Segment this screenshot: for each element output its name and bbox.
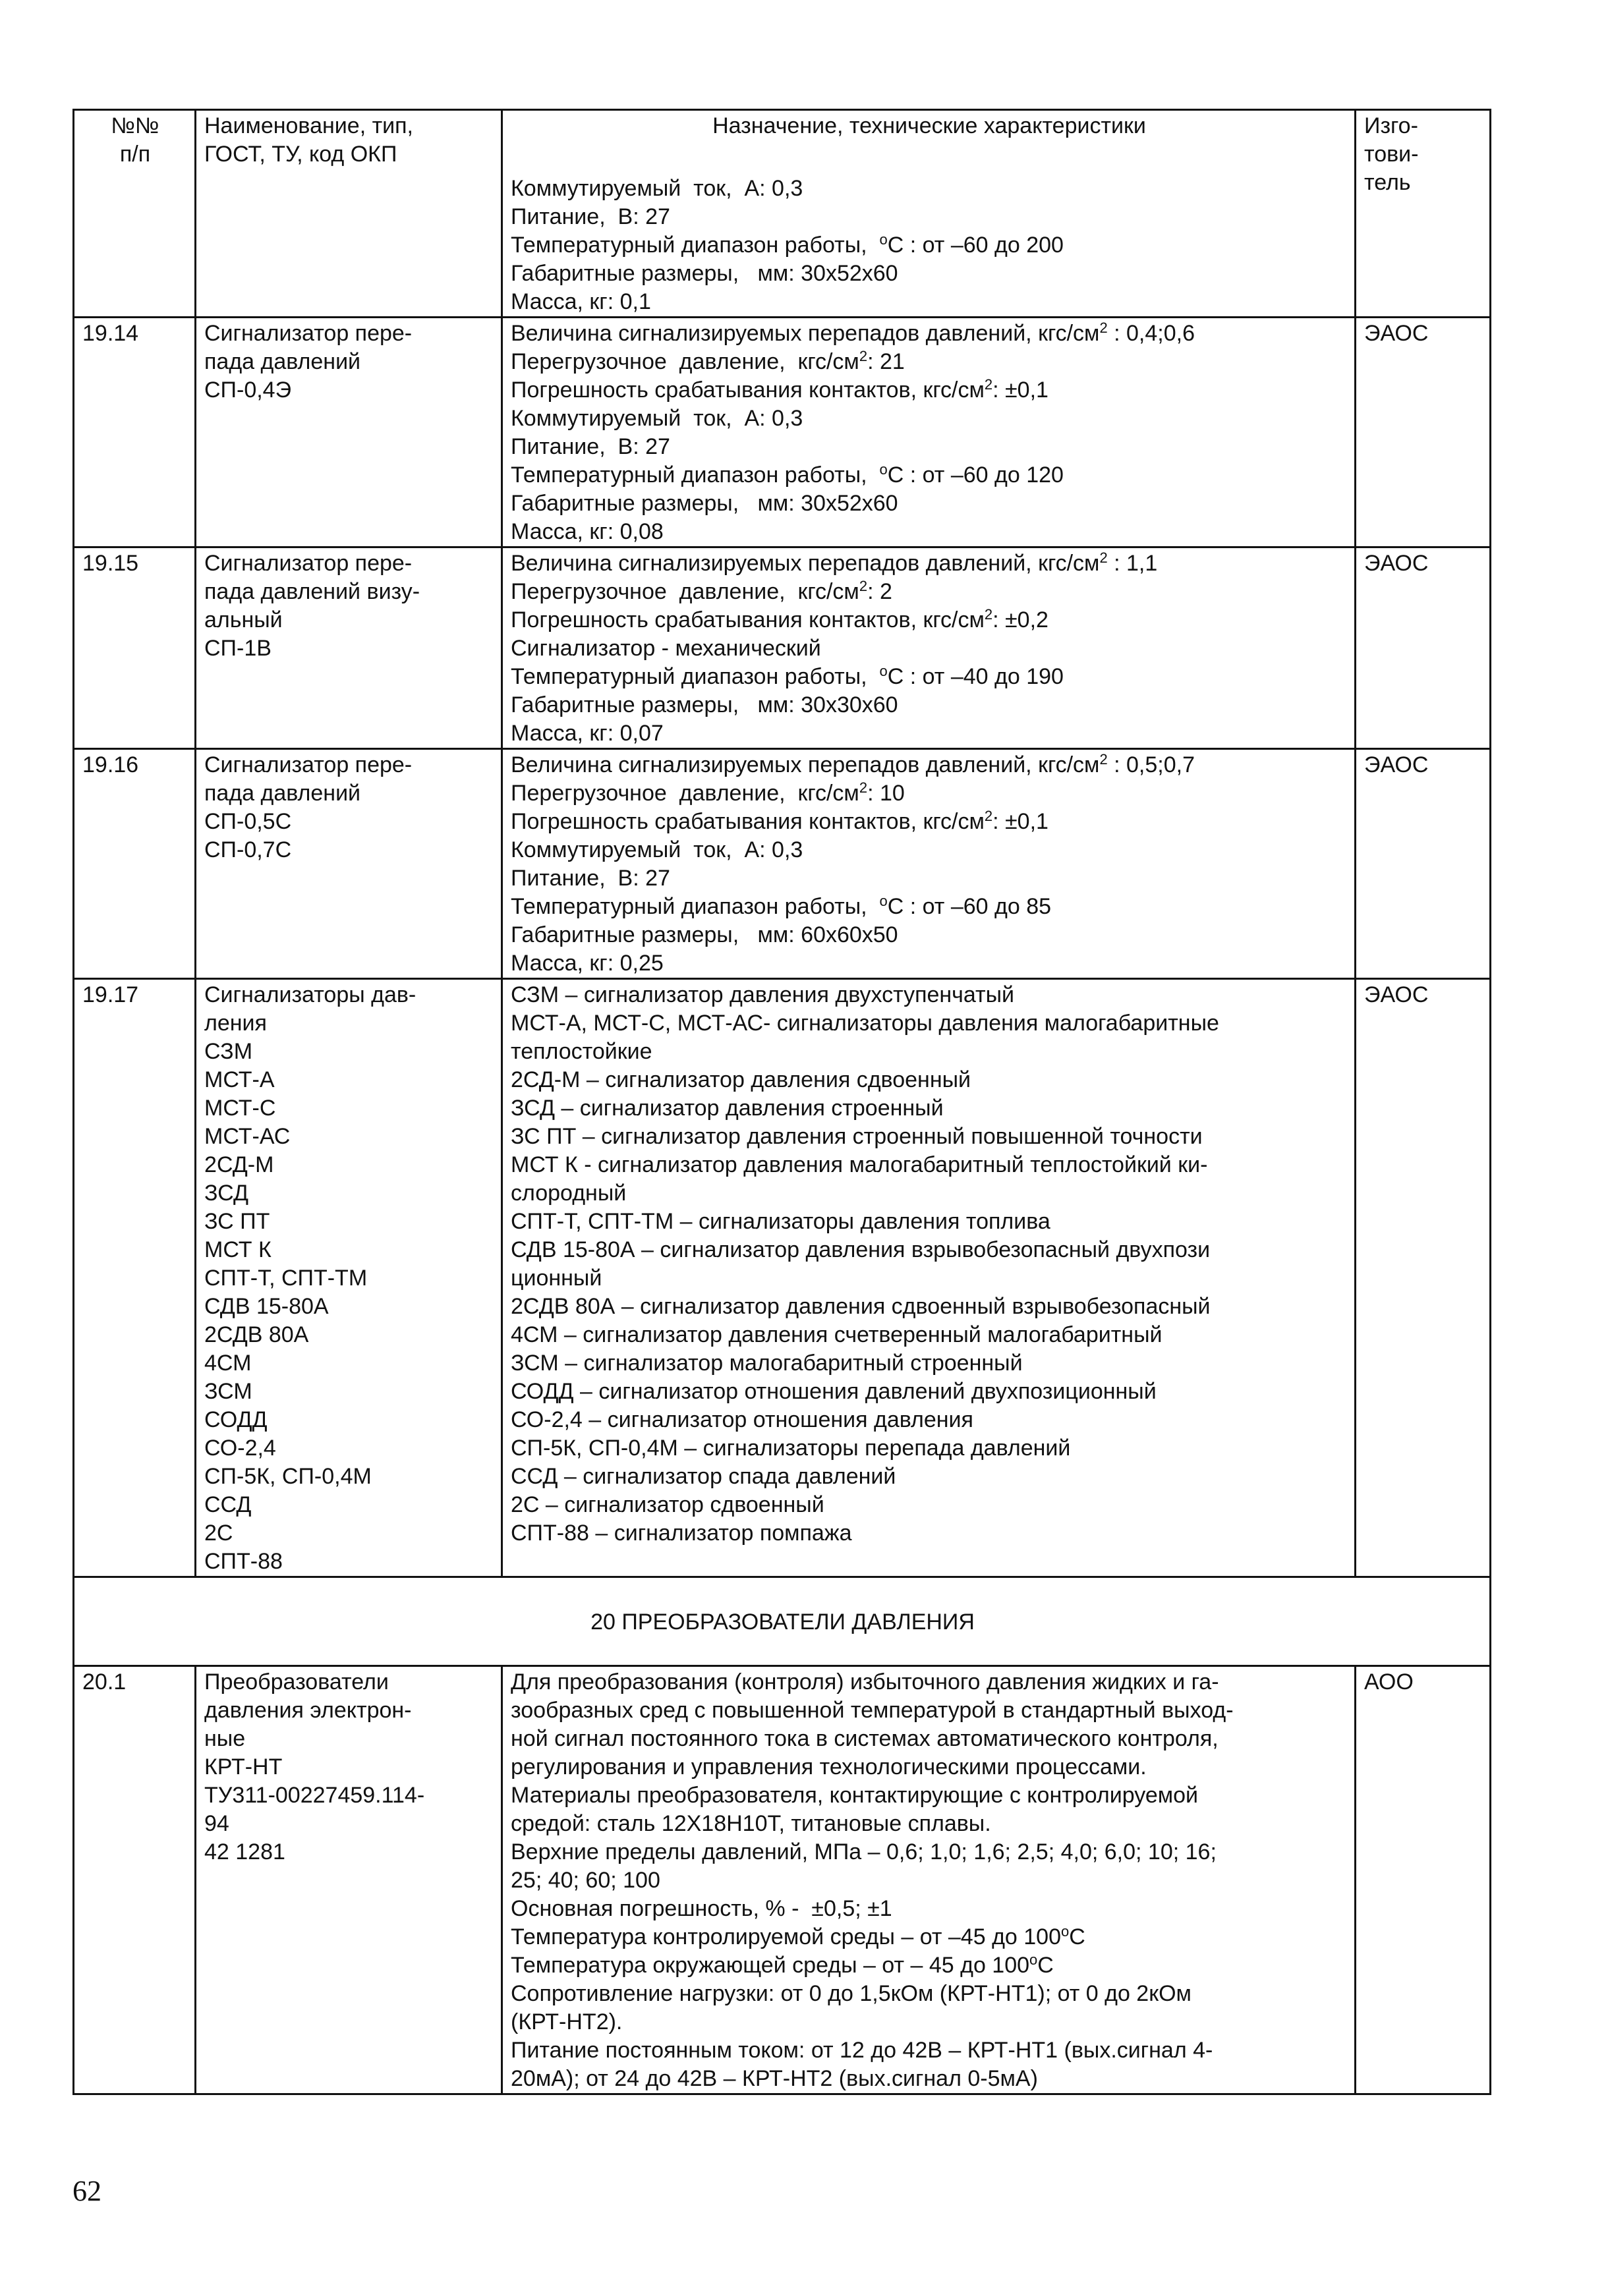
manufacturer: ЭАОС [1356,979,1491,1577]
spec-line: Температурный диапазон работы, $^o$С : от –60 до 85 [511,893,1052,919]
name-line: ЗС ПТ [204,1209,270,1234]
header-mfr-text: Изго- тови- тель [1364,113,1419,195]
section-title: 20 ПРЕОБРАЗОВАТЕЛИ ДАВЛЕНИЯ [74,1577,1491,1666]
spec-line: Величина сигнализируемых перепадов давлений, кгс/$см^2$ : 0,5;0,7 [511,751,1195,777]
item-name [196,1666,502,2094]
name-line: пада давлений [204,781,361,806]
spec-line: Перегрузочное давление, кгс/$см^2$: 21 [511,348,905,374]
spec-line: Коммутируемый ток, А: 0,3 [511,406,803,431]
name-line: 2СДВ 80А [204,1322,309,1347]
name-line: Преобразователи [204,1669,389,1694]
spec-line: ЗСМ – сигнализатор малогабаритный строенный [511,1351,1023,1376]
table-row [74,749,1491,979]
spec-line: ЗСД – сигнализатор давления строенный [511,1096,944,1121]
name-line: 4СМ [204,1351,252,1376]
spec-line: Питание, В: 27 [511,204,670,229]
spec-line: Погрешность срабатывания контактов, кгс/$см^2$: ±0,1 [511,376,1048,403]
spec-line: Величина сигнализируемых перепадов давлений, кгс/$см^2$ : 0,4;0,6 [511,320,1195,346]
name-line: КРТ-НТ [204,1754,283,1779]
table-row [74,318,1491,547]
spec-line: СДВ 15-80А – сигнализатор давления взрывобезопасный двухпози [511,1237,1211,1262]
spec-line: Коммутируемый ток, А: 0,3 [511,837,803,862]
spec-line: Коммутируемый ток, А: 0,3 [511,176,803,201]
name-line: альный [204,607,283,632]
spec-line: Основная погрешность, % - ±0,5; ±1 [511,1896,892,1921]
spec-line: Температурный диапазон работы, $^o$С : от –60 до 200 [511,231,1064,258]
spec-line: Масса, кг: 0,08 [511,519,664,544]
spec-line: СП-5К, СП-0,4М – сигнализаторы перепада давлений [511,1436,1071,1461]
spec-line: (КРТ-НТ2). [511,2009,623,2034]
spec-line: Масса, кг: 0,07 [511,721,664,746]
name-line: Сигнализаторы дав- [204,982,416,1007]
spec-line: Масса, кг: 0,25 [511,951,664,976]
spec-line: Температура окружающей среды – от – 45 до 100$^o$С [511,1951,1054,1978]
item-number: 20.1 [74,1666,196,2094]
spec-line: Материалы преобразователя, контактирующие с контролируемой [511,1783,1199,1808]
name-line: СЗМ [204,1039,253,1064]
spec-line: слородный [511,1181,627,1206]
spec-line: МСТ-А, МСТ-С, МСТ-АС- сигнализаторы давления малогабаритные [511,1011,1219,1036]
name-line: давления электрон- [204,1698,412,1723]
name-line: ЗСД [204,1181,248,1206]
name-line: ные [204,1726,246,1751]
manufacturer: АОО [1356,1666,1491,2094]
header-num [74,110,196,318]
table-row [74,979,1491,1577]
name-line: 42 1281 [204,1839,285,1864]
table-row [74,547,1491,749]
spec-line: Верхние пределы давлений, МПа – 0,6; 1,0; 1,6; 2,5; 4,0; 6,0; 10; 16; [511,1839,1217,1864]
continuation-lines [511,175,1348,316]
item-name [196,979,502,1577]
spec-line: Сигнализатор - механический [511,636,821,661]
spec-line: 2С – сигнализатор сдвоенный [511,1492,824,1517]
spec-line: ЗС ПТ – сигнализатор давления строенный повышенной точности [511,1124,1203,1149]
page-number: 62 [72,2175,101,2207]
name-line: СДВ 15-80А [204,1294,329,1319]
name-line: ТУ311-00227459.114- [204,1783,425,1808]
manufacturer: ЭАОС [1356,749,1491,979]
header-mfr [1356,110,1491,318]
spec-line: Габаритные размеры, мм: 60х60х50 [511,922,898,947]
name-line: СП-5К, СП-0,4М [204,1464,372,1489]
name-line: СП-0,7С [204,837,292,862]
spec-line: Габаритные размеры, мм: 30х30х60 [511,692,898,717]
spec-line: Величина сигнализируемых перепадов давлений, кгс/$см^2$ : 1,1 [511,549,1158,576]
header-row [74,110,1491,318]
item-number: 19.14 [74,318,196,547]
spec-line: средой: сталь 12Х18Н10Т, титановые сплавы. [511,1811,991,1836]
item-name [196,318,502,547]
name-line: СО-2,4 [204,1436,276,1461]
header-spec [502,110,1356,318]
name-line: СПТ-88 [204,1549,283,1574]
item-number: 19.17 [74,979,196,1577]
spec-line: Температурный диапазон работы, $^o$С : от –40 до 190 [511,663,1064,689]
name-line: ЗСМ [204,1379,252,1404]
spec-line: Перегрузочное давление, кгс/$см^2$: 10 [511,779,905,806]
item-number: 19.15 [74,547,196,749]
spec-line: Температура контролируемой среды – от –45 до 100$^o$С [511,1923,1085,1949]
name-line: МСТ-С [204,1096,276,1121]
item-specs [502,749,1356,979]
spec-line: СПТ-88 – сигнализатор помпажа [511,1521,852,1546]
spec-line: ционный [511,1266,602,1291]
name-line: СП-1В [204,636,272,661]
spec-line: МСТ К - сигнализатор давления малогабаритный теплостойкий ки- [511,1152,1208,1177]
name-line: МСТ-АС [204,1124,291,1149]
item-specs [502,318,1356,547]
name-line: ССД [204,1492,252,1517]
name-line: СП-0,4Э [204,378,292,403]
name-line: пада давлений [204,349,361,374]
item-name [196,749,502,979]
item-name [196,547,502,749]
spec-line: Погрешность срабатывания контактов, кгс/$см^2$: ±0,1 [511,808,1048,834]
spec-line: ной сигнал постоянного тока в системах автоматического контроля, [511,1726,1219,1751]
spec-line: регулирования и управления технологическими процессами. [511,1754,1147,1779]
name-line: СПТ-Т, СПТ-ТМ [204,1266,368,1291]
name-line: МСТ-А [204,1067,275,1092]
spec-line: Перегрузочное давление, кгс/$см^2$: 2 [511,578,892,604]
spec-line: Для преобразования (контроля) избыточного давления жидких и га- [511,1669,1219,1694]
spec-line: зообразных сред с повышенной температурой в стандартный выход- [511,1698,1234,1723]
spec-line: СО-2,4 – сигнализатор отношения давления [511,1407,973,1432]
name-line: Сигнализатор пере- [204,752,413,777]
spec-line: Габаритные размеры, мм: 30х52х60 [511,491,898,516]
name-line: 2СД-М [204,1152,274,1177]
name-line: пада давлений визу- [204,579,420,604]
section-row [74,1577,1491,1666]
table-row [74,1666,1491,2094]
manufacturer: ЭАОС [1356,547,1491,749]
spec-line: 20мА); от 24 до 42В – КРТ-НТ2 (вых.сигнал 0-5мА) [511,2066,1038,2091]
spec-line: Масса, кг: 0,1 [511,289,651,314]
name-line: СОДД [204,1407,268,1432]
spec-line: 25; 40; 60; 100 [511,1868,660,1893]
header-num-text: №№ п/п [111,113,159,167]
name-line: 2С [204,1521,233,1546]
name-line: Сигнализатор пере- [204,321,413,346]
manufacturer: ЭАОС [1356,318,1491,547]
name-line: Сигнализатор пере- [204,551,413,576]
spec-line: 4СМ – сигнализатор давления счетверенный малогабаритный [511,1322,1163,1347]
header-name-text: Наименование, тип, ГОСТ, ТУ, код ОКП [204,113,414,167]
spec-line: Сопротивление нагрузки: от 0 до 1,5кОм (КРТ-НТ1); от 0 до 2кОм [511,1981,1192,2006]
item-specs [502,547,1356,749]
header-spec-text: Назначение, технические характеристики [712,113,1146,138]
spec-line: Питание, В: 27 [511,866,670,891]
spec-line: Температурный диапазон работы, $^o$С : от –60 до 120 [511,461,1064,488]
spec-line: Погрешность срабатывания контактов, кгс/$см^2$: ±0,2 [511,606,1048,632]
name-line: ления [204,1011,267,1036]
name-line: МСТ К [204,1237,272,1262]
name-line: СП-0,5С [204,809,292,834]
item-specs [502,1666,1356,2094]
spec-line: 2СД-М – сигнализатор давления сдвоенный [511,1067,971,1092]
name-line: 94 [204,1811,229,1836]
spec-line: теплостойкие [511,1039,652,1064]
spec-line: Питание постоянным током: от 12 до 42В – КРТ-НТ1 (вых.сигнал 4- [511,2038,1213,2063]
specification-table [72,109,1491,2095]
header-name [196,110,502,318]
item-specs [502,979,1356,1577]
spec-line: СОДД – сигнализатор отношения давлений двухпозиционный [511,1379,1157,1404]
spec-line: 2СДВ 80А – сигнализатор давления сдвоенный взрывобезопасный [511,1294,1211,1319]
spec-line: СЗМ – сигнализатор давления двухступенчатый [511,982,1015,1007]
spec-line: Питание, В: 27 [511,434,670,459]
item-number: 19.16 [74,749,196,979]
spec-line: ССД – сигнализатор спада давлений [511,1464,896,1489]
spec-line: СПТ-Т, СПТ-ТМ – сигнализаторы давления топлива [511,1209,1050,1234]
spec-line: Габаритные размеры, мм: 30х52х60 [511,261,898,286]
